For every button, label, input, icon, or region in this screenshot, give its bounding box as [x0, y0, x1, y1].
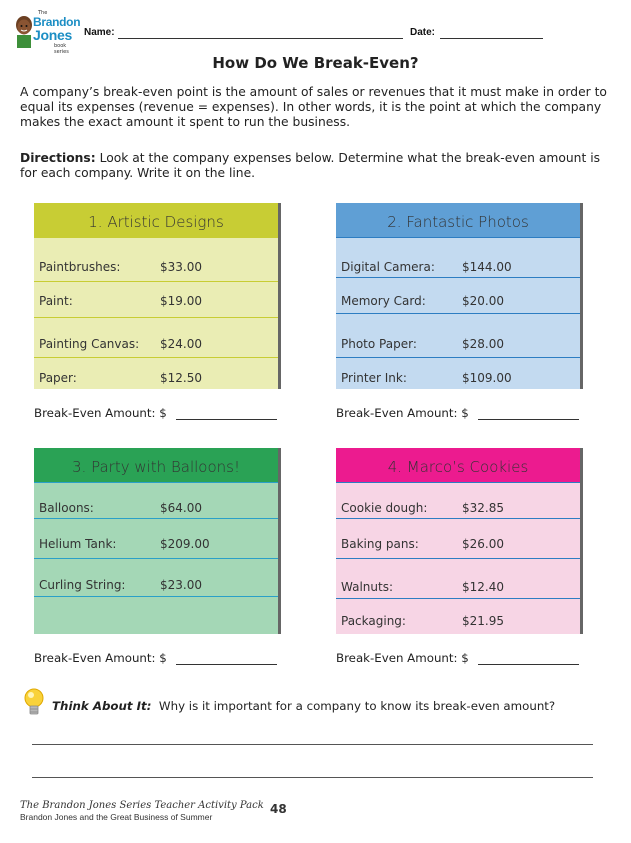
- expense-box-fantastic-photos: [336, 203, 583, 389]
- item-price: $19.00: [160, 294, 202, 308]
- item-price: $23.00: [160, 578, 202, 592]
- item-price: $26.00: [462, 537, 504, 551]
- company-title: 4. Marco’s Cookies: [387, 458, 529, 476]
- break-even-label: Break-Even Amount: $: [34, 406, 167, 420]
- lightbulb-icon: [22, 686, 46, 720]
- item-name: Paint:: [39, 294, 73, 308]
- expense-box-artistic-designs: [34, 203, 281, 389]
- item-name: Balloons:: [39, 501, 94, 515]
- break-even-answer-line[interactable]: [176, 664, 277, 665]
- company-title: 1. Artistic Designs: [88, 213, 224, 231]
- item-price: $21.95: [462, 614, 504, 628]
- box-header: [34, 448, 278, 482]
- logo-small-bottom: book series: [54, 43, 69, 55]
- directions-paragraph: [20, 151, 610, 181]
- item-name: Painting Canvas:: [39, 337, 140, 351]
- expense-box-party-with-balloons: [34, 448, 281, 634]
- box-header: [336, 448, 580, 482]
- boy-face-icon: [14, 14, 34, 48]
- item-price: $109.00: [462, 371, 512, 385]
- break-even-answer-line[interactable]: [176, 419, 277, 420]
- directions-label: Directions:: [20, 151, 96, 165]
- item-price: $64.00: [160, 501, 202, 515]
- logo-jones: Jones: [33, 27, 72, 43]
- break-even-answer-line[interactable]: [478, 419, 579, 420]
- item-price: $33.00: [160, 260, 202, 274]
- item-name: Printer Ink:: [341, 371, 407, 385]
- item-name: Curling String:: [39, 578, 126, 592]
- item-price: $20.00: [462, 294, 504, 308]
- item-price: $32.85: [462, 501, 504, 515]
- break-even-label: Break-Even Amount: $: [336, 406, 469, 420]
- logo-brandon: Brandon: [33, 15, 81, 29]
- item-name: Cookie dough:: [341, 501, 428, 515]
- item-name: Photo Paper:: [341, 337, 417, 351]
- item-name: Packaging:: [341, 614, 406, 628]
- company-title: 3. Party with Balloons!: [72, 458, 240, 476]
- item-name: Helium Tank:: [39, 537, 117, 551]
- item-name: Baking pans:: [341, 537, 419, 551]
- date-label: Date:: [410, 27, 436, 38]
- page-title: How Do We Break-Even?: [212, 54, 419, 72]
- item-price: $24.00: [160, 337, 202, 351]
- item-price: $28.00: [462, 337, 504, 351]
- name-line[interactable]: [118, 38, 403, 39]
- think-about-it: [52, 699, 612, 713]
- break-even-answer-line[interactable]: [478, 664, 579, 665]
- think-label: Think About It:: [52, 699, 152, 713]
- series-logo: [14, 10, 82, 55]
- item-name: Digital Camera:: [341, 260, 435, 274]
- item-name: Memory Card:: [341, 294, 426, 308]
- intro-paragraph: A company’s break-even point is the amount of sales or revenues that it must make in order to equal its expenses (revenue = expenses). In other words, it is the point at which the company makes the exact amount it spent to run the business.: [20, 85, 607, 129]
- item-name: Paper:: [39, 371, 77, 385]
- box-header: [34, 203, 278, 237]
- logo-small-top: The: [38, 10, 48, 16]
- break-even-label: Break-Even Amount: $: [34, 651, 167, 665]
- item-price: $144.00: [462, 260, 512, 274]
- name-label: Name:: [84, 27, 115, 38]
- footer-book: Brandon Jones and the Great Business of Summer: [20, 812, 213, 822]
- answer-line[interactable]: [32, 777, 593, 778]
- item-price: $209.00: [160, 537, 210, 551]
- item-name: Paintbrushes:: [39, 260, 121, 274]
- footer-series: The Brandon Jones Series Teacher Activity Pack: [20, 800, 264, 811]
- break-even-label: Break-Even Amount: $: [336, 651, 469, 665]
- item-name: Walnuts:: [341, 580, 393, 594]
- page-number: 48: [270, 802, 287, 816]
- expense-box-marcos-cookies: [336, 448, 583, 634]
- item-price: $12.40: [462, 580, 504, 594]
- answer-line[interactable]: [32, 744, 593, 745]
- date-line[interactable]: [440, 38, 543, 39]
- company-title: 2. Fantastic Photos: [387, 213, 529, 231]
- think-question: Why is it important for a company to know its break-even amount?: [158, 699, 556, 713]
- directions-text: Look at the company expenses below. Determine what the break-even amount is for each company. Write it on the line.: [20, 151, 601, 180]
- box-header: [336, 203, 580, 237]
- item-price: $12.50: [160, 371, 202, 385]
